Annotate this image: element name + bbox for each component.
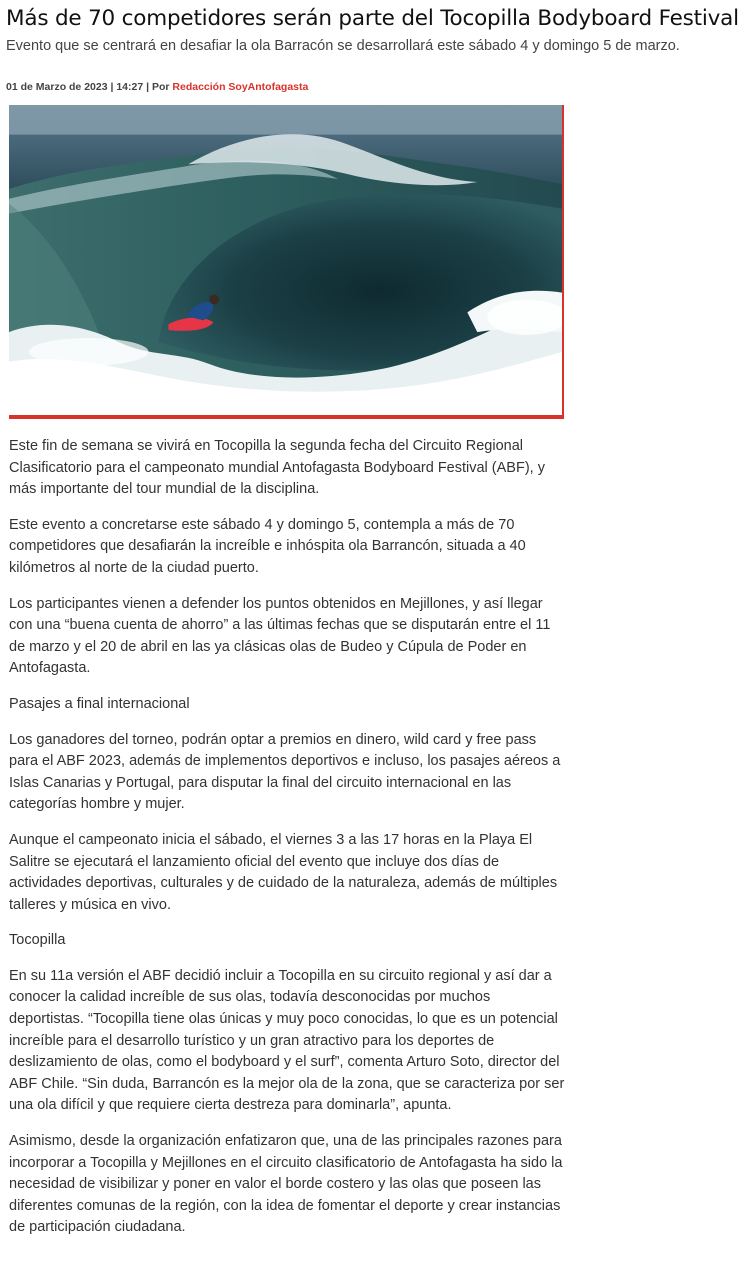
author-link[interactable]: Redacción SoyAntofagasta bbox=[172, 81, 309, 93]
meta-by: | Por bbox=[143, 81, 173, 93]
article-subtitle: Evento que se centrará en desafiar la ola Barracón se desarrollará este sábado 4 y domingo 5 de marzo. bbox=[6, 38, 680, 54]
article-title: Más de 70 competidores serán parte del Tocopilla Bodyboard Festival bbox=[6, 6, 739, 31]
paragraph: Asimismo, desde la organización enfatizaron que, una de las principales razones para incorporar a Tocopilla y Mejillones en el circuito clasificatorio de Antofagasta ha sido la necesidad de visibilizar y poner en valor el borde costero y las olas que poseen las diferentes comunas de la región, con la idea de fomentar el deporte y crear instancias de participación ciudadana. bbox=[9, 1133, 563, 1236]
wave-photo bbox=[9, 105, 562, 415]
publish-time: 14:27 bbox=[116, 81, 144, 93]
section-heading: Tocopilla bbox=[9, 932, 66, 949]
article-body bbox=[9, 436, 565, 1253]
paragraph: Los participantes vienen a defender los puntos obtenidos en Mejillones, y así llegar con una “buena cuenta de ahorro” a las últimas fechas que se disputarán entre el 11 de marzo y el 20 de abril en las ya clásicas olas de Budeo y Cúpula de Poder en Antofagasta. bbox=[9, 595, 551, 677]
paragraph: Los ganadores del torneo, podrán optar a premios en dinero, wild card y free pass para el ABF 2023, además de implementos deportivos e incluso, los pasajes aéreos a Islas Canarias y Portugal, para disputar la final del circuito internacional en las categorías hombre y mujer. bbox=[9, 731, 561, 813]
paragraph: En su 11a versión el ABF decidió incluir a Tocopilla en su circuito regional y así dar a conocer la calidad increíble de sus olas, todavía desconocidas por muchos deportistas. “Tocopilla tiene olas únicas y muy poco conocidas, lo que es un potencial increíble para el desarrollo turístico y un gran atractivo para los deportes de deslizamiento de olas, como el bodyboard y el surf”, comenta Arturo Soto, director del ABF Chile. “Sin duda, Barrancón es la mejor ola de la zona, que se caracteriza por ser una ola difícil y que requiere cierta destreza para dominarla”, apunta. bbox=[9, 967, 565, 1114]
publish-date: 01 de Marzo de 2023 bbox=[6, 81, 108, 93]
paragraph: Este fin de semana se vivirá en Tocopilla la segunda fecha del Circuito Regional Clasificatorio para el campeonato mundial Antofagasta Bodyboard Festival (ABF), y más importante del tour mundial de la disciplina. bbox=[9, 438, 545, 498]
hero-image bbox=[9, 105, 564, 419]
paragraph: Aunque el campeonato inicia el sábado, el viernes 3 a las 17 horas en la Playa El Salitre se ejecutará el lanzamiento oficial del evento que incluye dos días de actividades deportivas, culturales y de cuidado de la naturaleza, además de múltiples talleres y música en vivo. bbox=[9, 831, 558, 913]
paragraph: Este evento a concretarse este sábado 4 y domingo 5, contempla a más de 70 competidores que desafiarán la increíble e inhóspita ola Barrancón, situada a 40 kilómetros al norte de la ciudad puerto. bbox=[9, 516, 526, 576]
meta-separator: | bbox=[107, 81, 117, 93]
article-meta bbox=[6, 80, 308, 94]
section-heading: Pasajes a final internacional bbox=[9, 695, 190, 712]
